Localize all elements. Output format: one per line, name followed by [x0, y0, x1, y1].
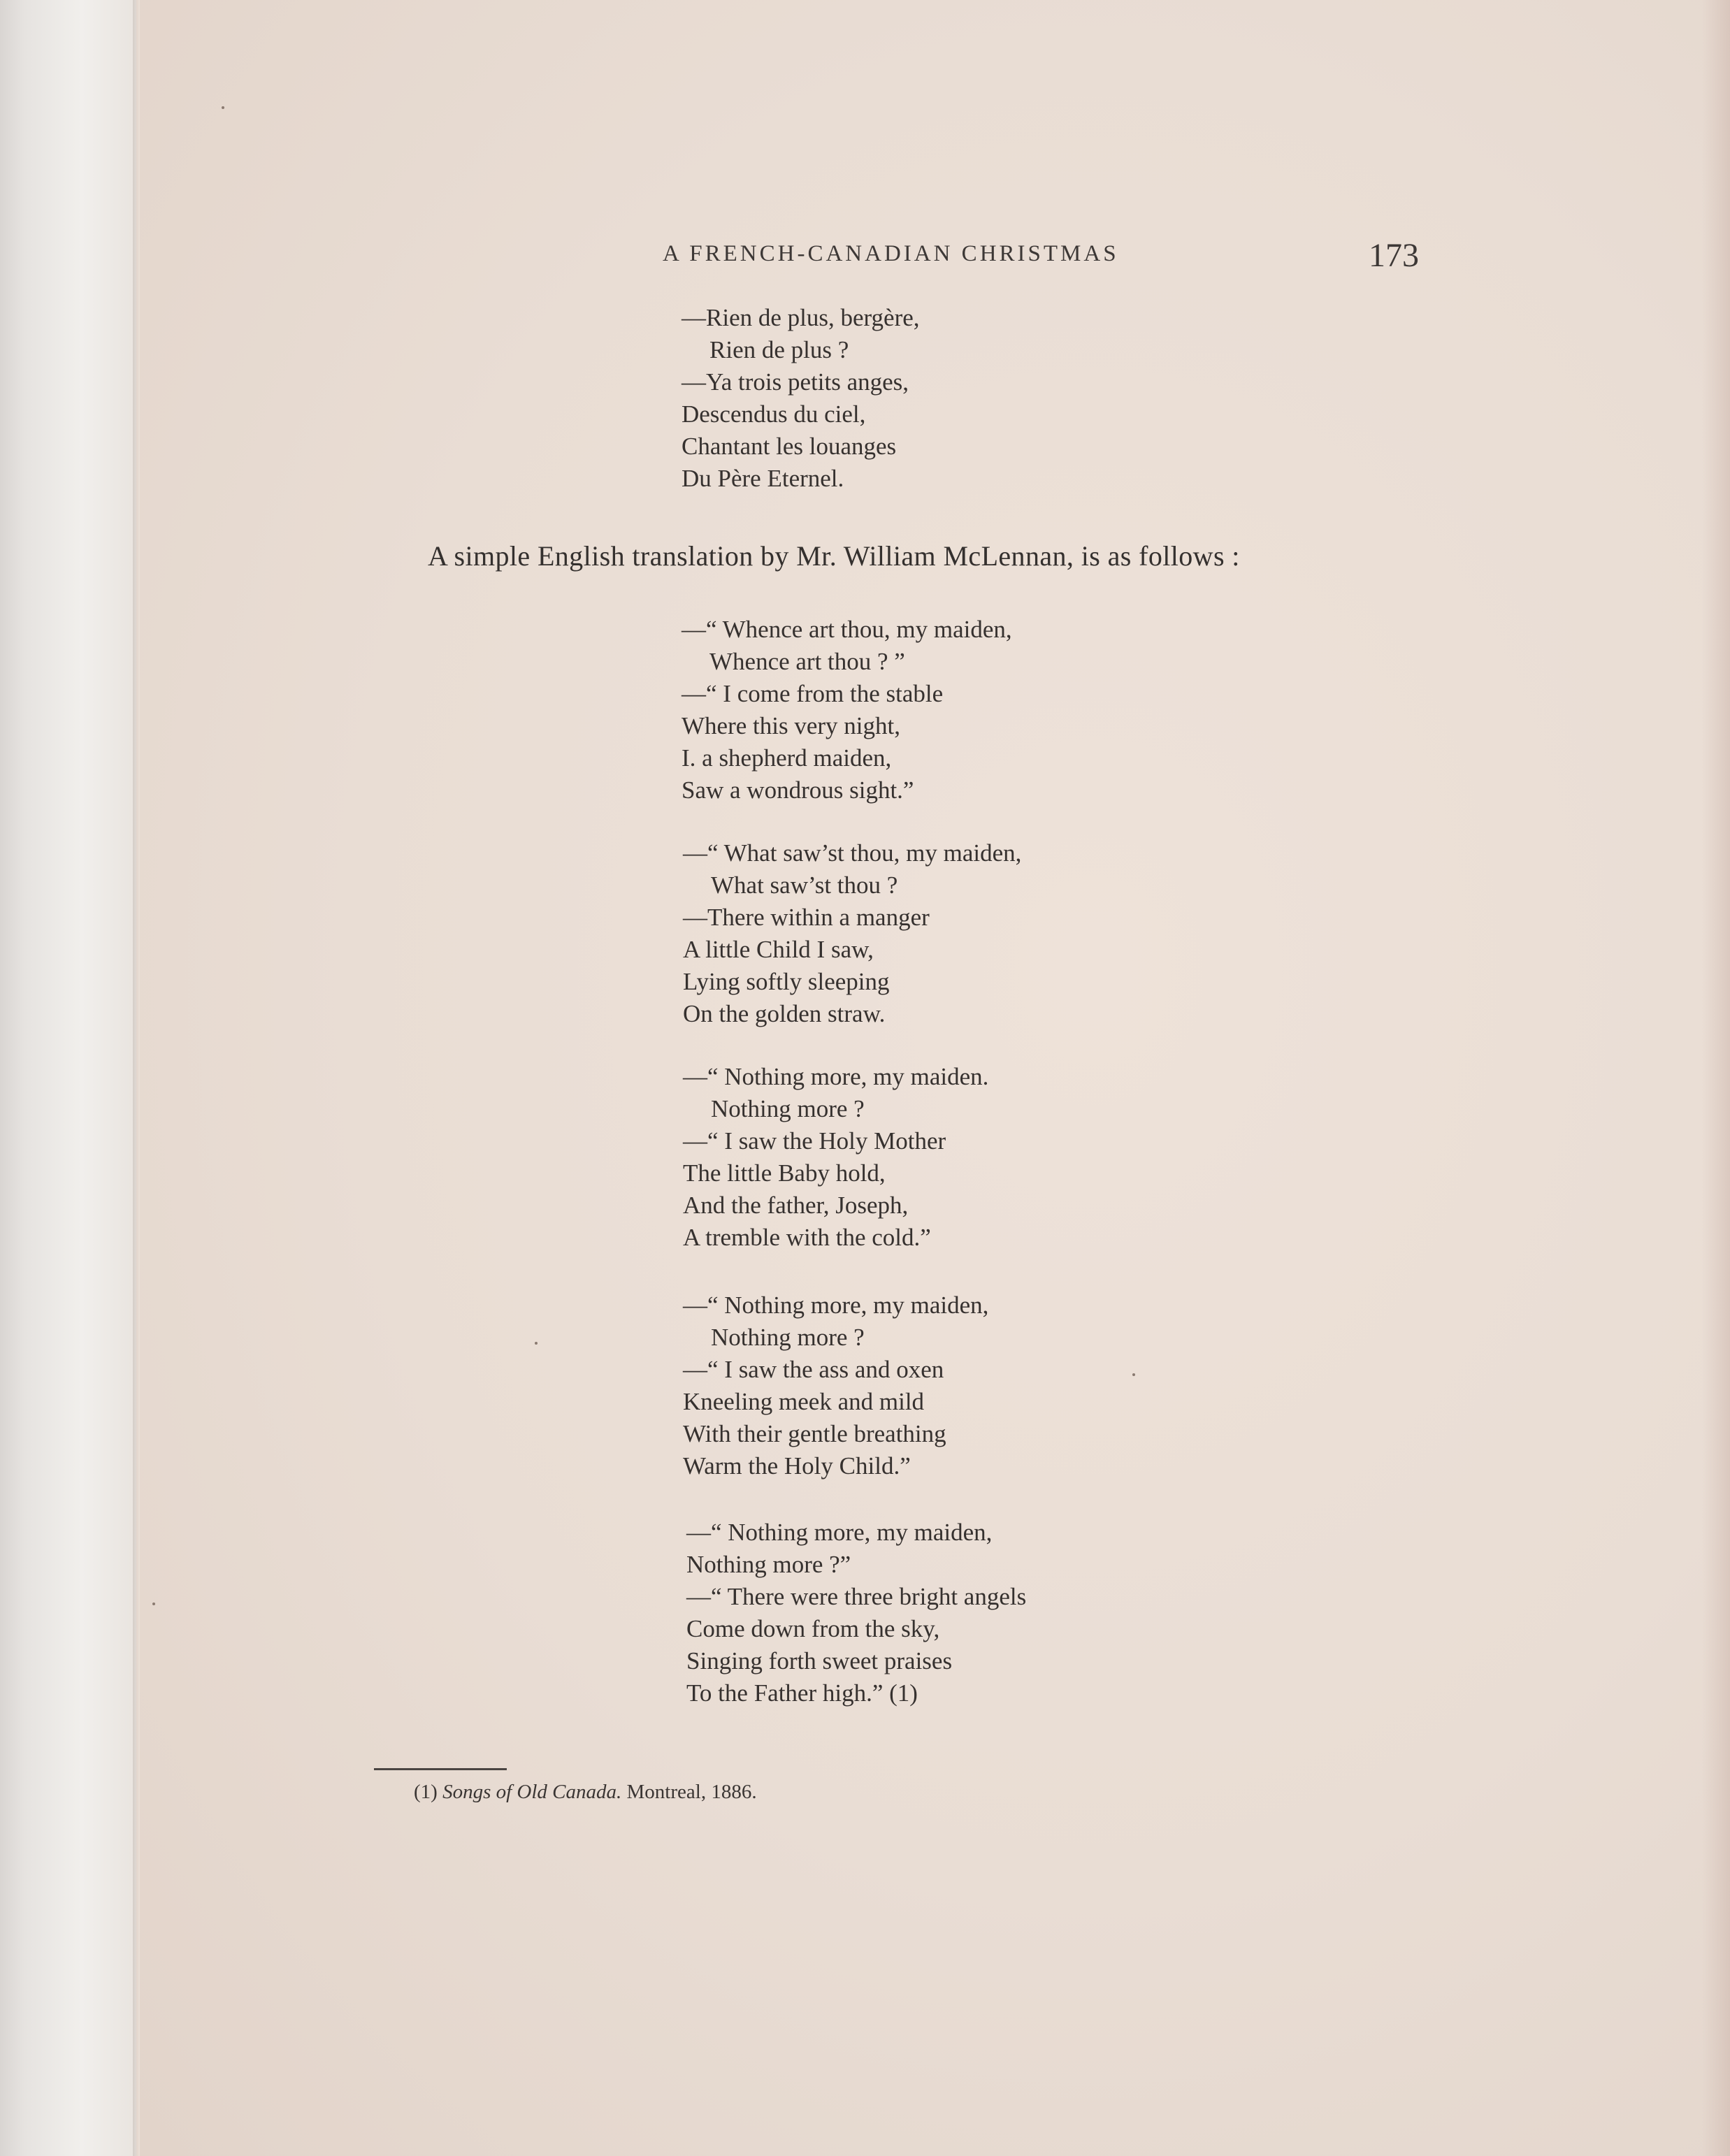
running-title: A FRENCH-CANADIAN CHRISTMAS — [663, 241, 1119, 266]
verse-line: —Rien de plus, bergère, — [682, 304, 920, 331]
verse-line: —“ I saw the Holy Mother — [683, 1127, 946, 1155]
verse-line: And the father, Joseph, — [683, 1192, 909, 1219]
page-edge — [1702, 0, 1730, 2156]
verse-line: What saw’st thou ? — [711, 871, 898, 899]
footnote-rule — [374, 1768, 507, 1770]
verse-line: Warm the Holy Child.” — [683, 1452, 911, 1479]
paper-speck — [1132, 1373, 1135, 1376]
english-stanza-4 — [683, 1289, 988, 1482]
verse-line: —Ya trois petits anges, — [682, 368, 909, 396]
verse-line: Descendus du ciel, — [682, 400, 866, 428]
verse-line: Nothing more ? — [711, 1095, 865, 1122]
verse-line: Du Père Eternel. — [682, 465, 844, 492]
verse-line: On the golden straw. — [683, 1000, 886, 1027]
verse-line: Kneeling meek and mild — [683, 1388, 925, 1415]
verse-line: Nothing more ?” — [686, 1551, 851, 1578]
verse-line: With their gentle breathing — [683, 1420, 946, 1447]
verse-line: Singing forth sweet praises — [686, 1647, 953, 1674]
verse-line: Nothing more ? — [711, 1324, 865, 1351]
verse-line: —“ Nothing more, my maiden, — [683, 1292, 989, 1319]
verse-line: The little Baby hold, — [683, 1159, 886, 1187]
footnote-marker: (1) — [414, 1781, 438, 1803]
paper-speck — [222, 106, 224, 109]
paper-speck — [152, 1602, 155, 1605]
verse-line: Rien de plus ? — [709, 336, 849, 363]
french-stanza — [682, 302, 920, 495]
english-stanza-2 — [683, 837, 1021, 1030]
footnote-title: Songs of Old Canada. — [442, 1781, 622, 1803]
verse-line: —There within a manger — [683, 904, 930, 931]
verse-line: Where this very night, — [682, 712, 900, 739]
paper-speck — [535, 1342, 538, 1345]
footnote-publication: Montreal, 1886. — [626, 1781, 757, 1803]
verse-line: Lying softly sleeping — [683, 968, 890, 995]
verse-line: —“ I saw the ass and oxen — [683, 1356, 944, 1383]
english-stanza-5 — [686, 1517, 1026, 1709]
binding-edge — [0, 0, 136, 2156]
verse-line: Whence art thou ? ” — [709, 648, 905, 675]
verse-line: A tremble with the cold.” — [683, 1224, 931, 1251]
verse-line: —“ I come from the stable — [682, 680, 944, 707]
page-number: 173 — [1369, 237, 1419, 274]
verse-line: —“ Nothing more, my maiden, — [686, 1519, 993, 1546]
verse-line: —“ Nothing more, my maiden. — [683, 1063, 989, 1090]
verse-line: —“ Whence art thou, my maiden, — [682, 616, 1012, 643]
verse-line: —“ What saw’st thou, my maiden, — [683, 839, 1022, 867]
english-stanza-1 — [682, 614, 1012, 806]
verse-line: Saw a wondrous sight.” — [682, 776, 914, 804]
verse-line: A little Child I saw, — [683, 936, 874, 963]
verse-line: Come down from the sky, — [686, 1615, 940, 1642]
english-stanza-3 — [683, 1061, 988, 1254]
translation-intro: A simple English translation by Mr. William McLennan, is as follows : — [428, 540, 1240, 572]
verse-line: I. a shepherd maiden, — [682, 744, 892, 772]
binding-shadow — [133, 0, 140, 2156]
verse-line: Chantant les louanges — [682, 433, 897, 460]
verse-line: To the Father high.” (1) — [686, 1679, 918, 1707]
verse-line: —“ There were three bright angels — [686, 1583, 1027, 1610]
footnote — [414, 1781, 757, 1804]
